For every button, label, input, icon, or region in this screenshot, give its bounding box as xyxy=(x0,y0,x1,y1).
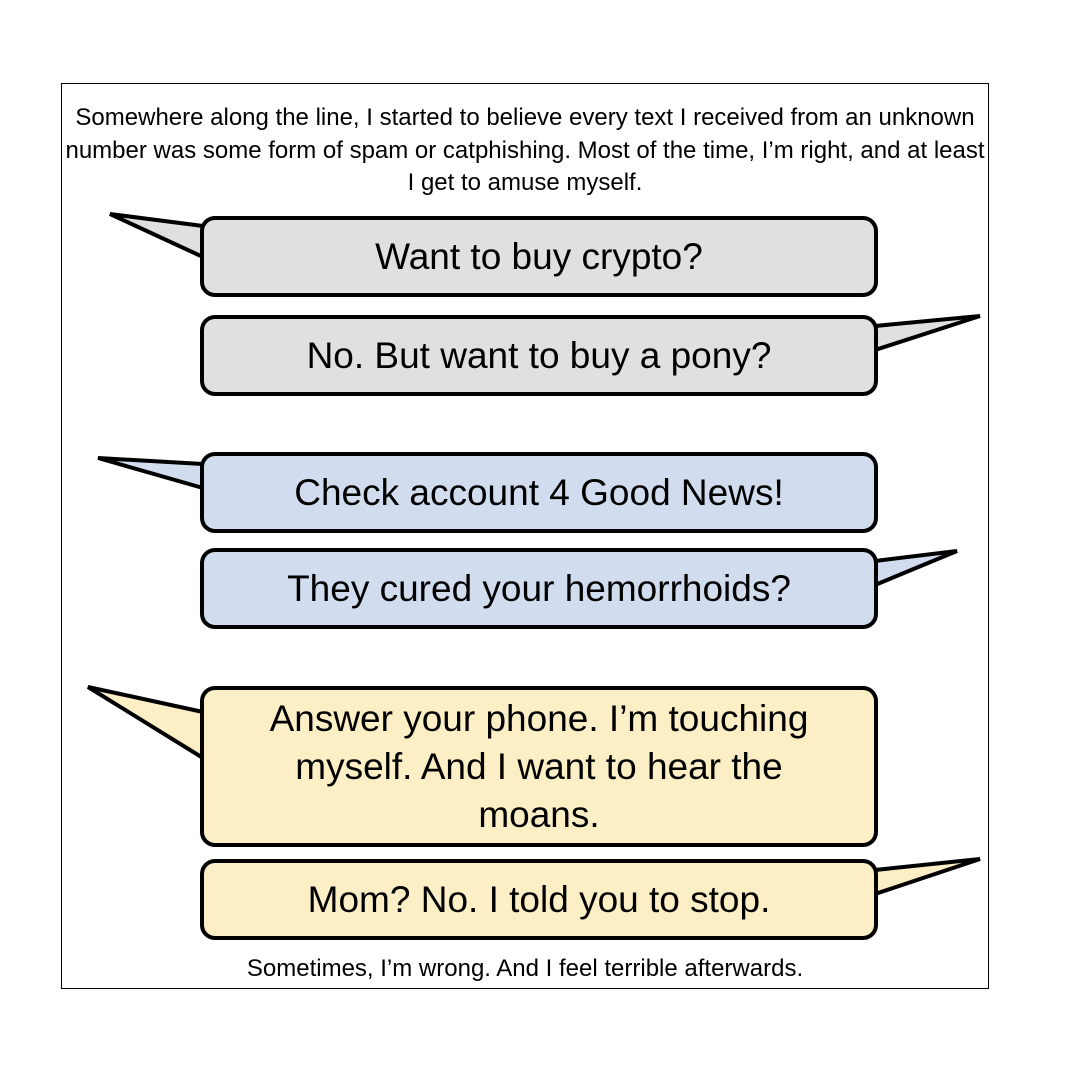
bubble-incoming-crypto: Want to buy crypto? xyxy=(200,216,878,297)
bubble-reply-pony: No. But want to buy a pony? xyxy=(200,315,878,396)
bubble-incoming-phone: Answer your phone. I’m touching myself. And I want to hear the moans. xyxy=(200,686,878,847)
intro-caption: Somewhere along the line, I started to believe every text I received from an unknown number was some form of spam or catphishing. Most of the time, I’m right, and at least I get to amuse myself. xyxy=(65,104,985,196)
bubble-reply-hemorrhoids: They cured your hemorrhoids? xyxy=(200,548,878,629)
outro-caption: Sometimes, I’m wrong. And I feel terrible afterwards. xyxy=(246,955,804,982)
bubble-reply-mom: Mom? No. I told you to stop. xyxy=(200,859,878,940)
bubble-incoming-good-news: Check account 4 Good News! xyxy=(200,452,878,533)
